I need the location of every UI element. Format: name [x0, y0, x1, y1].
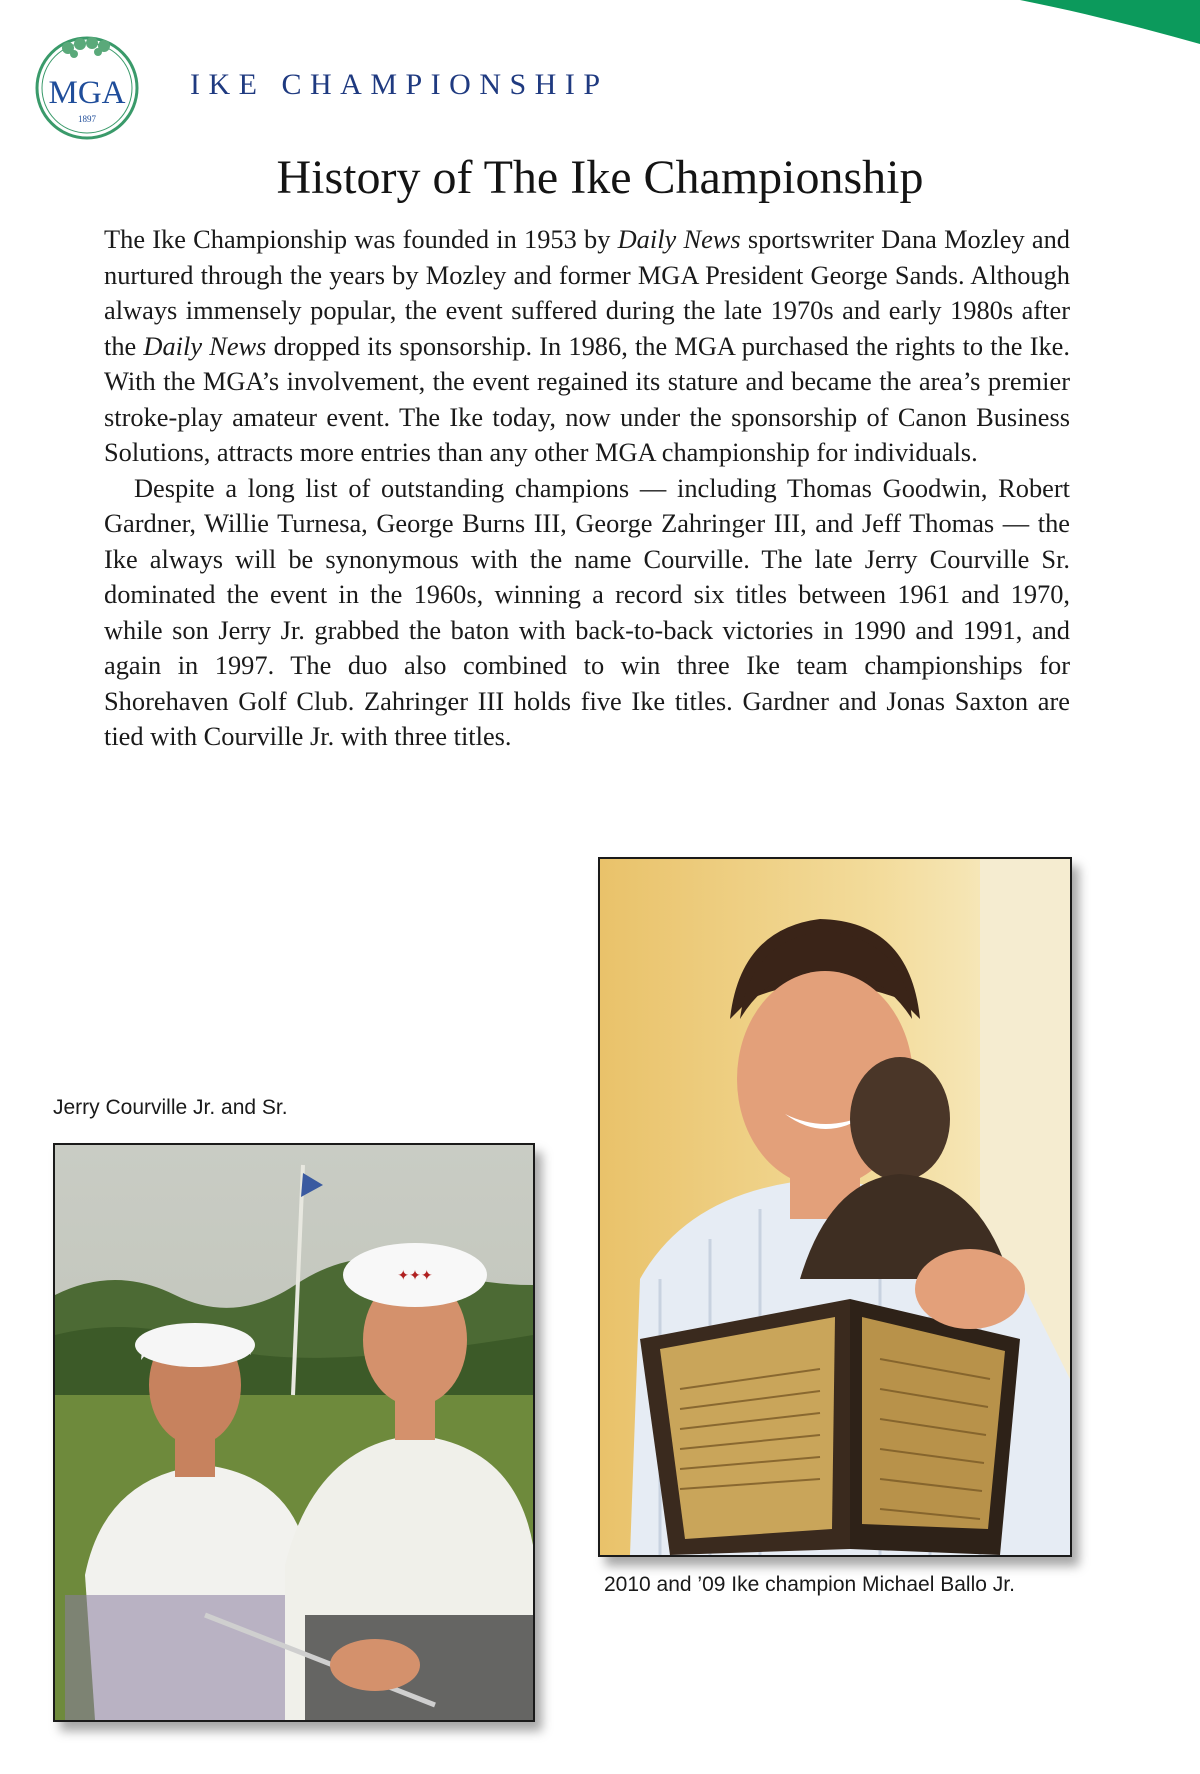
article-body [104, 222, 1070, 755]
right-photo-caption: 2010 and ’09 Ike champion Michael Ballo Jr. [604, 1573, 1015, 1596]
svg-text:MGA: MGA [48, 75, 126, 111]
paragraph-1: The Ike Championship was founded in 1953 by Daily News sportswriter Dana Mozley and nurtured through the years by Mozley and former MGA President George Sands. Although always immensely popular, the event suffered during the late 1970s and early 1980s after the Daily News dropped its sponsorship. In 1986, the MGA purchased the rights to the Ike. With the MGA’s involvement, the event regained its stature and became the area’s premier stroke-play amateur event. The Ike today, now under the sponsorship of Canon Business Solutions, attracts more entries than any other MGA championship for individuals. [104, 224, 1070, 467]
svg-text:1897: 1897 [78, 114, 96, 124]
ballo-photo [598, 857, 1072, 1557]
left-photo-caption: Jerry Courville Jr. and Sr. [53, 1096, 288, 1119]
corner-swoosh [900, 0, 1200, 60]
svg-text:✦✦✦: ✦✦✦ [397, 1267, 433, 1283]
page-title: History of The Ike Championship [276, 151, 924, 204]
publication-name: Daily News [143, 330, 267, 361]
header-title: IKE CHAMPIONSHIP [190, 68, 609, 101]
publication-name: Daily News [617, 224, 741, 254]
paragraph-2: Despite a long list of outstanding champions — including Thomas Goodwin, Robert Gardner, Willie Turnesa, George Burns III, George Zahringer III, and Jeff Thomas — the Ike always will be synonymous with the name Courville. The late Jerry Courville Sr. dominated the event in the 1960s, winning a record six titles between 1961 and 1970, while son Jerry Jr. grabbed the baton with back-to-back victories in 1990 and 1991, and again in 1997. The duo also combined to win three Ike team championships for Shorehaven Golf Club. Zahringer III holds five Ike titles. Gardner and Jonas Saxton are tied with Courville Jr. with three titles. [104, 472, 1070, 751]
mga-logo [28, 30, 146, 142]
courville-photo [53, 1143, 535, 1722]
